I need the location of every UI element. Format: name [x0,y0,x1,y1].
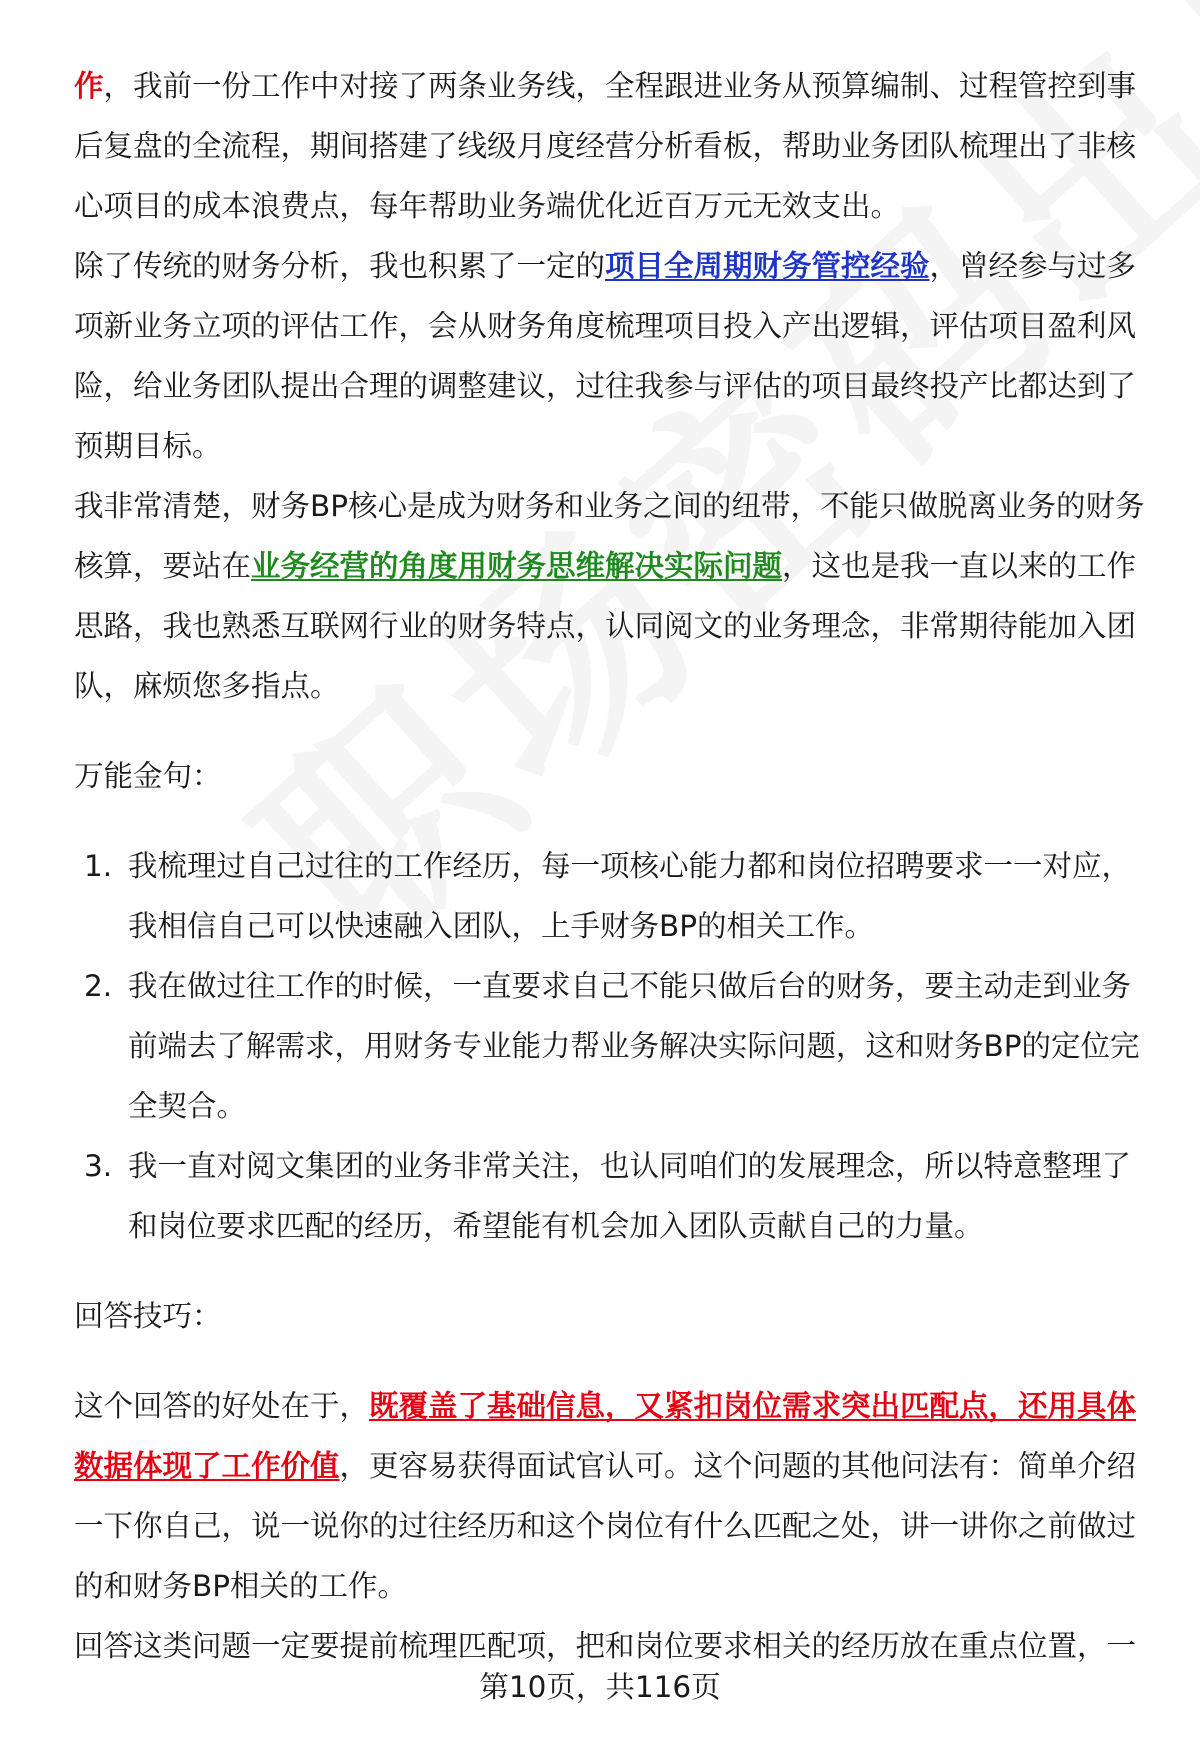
document-body [74,56,1148,1676]
section-heading-tips: 回答技巧： [74,1299,222,1333]
paragraph-text: 这个回答的好处在于， [74,1389,370,1423]
paragraph-experience [74,56,1148,236]
list-item [74,1136,1148,1256]
list-item-text: 我在做过往工作的时候，一直要求自己不能只做后台的财务，要主动走到业务前端去了解需求，用财务专业能力帮业务解决实际问题，这和财务BP的定位完全契合。 [128,969,1140,1123]
paragraph-project-management [74,236,1148,476]
paragraph-text: ，更容易获得面试官认可。这个问题的其他问法有：简单介绍一下你自己，说一说你的过往经历和这个岗位有什么匹配之处，讲一讲你之前做过的和财务BP相关的工作。 [74,1449,1137,1603]
paragraph-text: ，我前一份工作中对接了两条业务线，全程跟进业务从预算编制、过程管控到事后复盘的全流程，期间搭建了线级月度经营分析看板，帮助业务团队梳理出了非核心项目的成本浪费点，每年帮助业务端优化近百万元无效支出。 [74,69,1137,223]
paragraph-tips-advice: 回答这类问题一定要提前梳理匹配项，把和岗位要求相关的经历放在重点位置，一 [74,1629,1137,1663]
paragraph-text: ，这也是我一直以来的工作思路，我也熟悉互联网行业的财务特点，认同阅文的业务理念，非常期待能加入团队，麻烦您多指点。 [74,549,1137,703]
paragraph-text: 除了传统的财务分析，我也积累了一定的 [74,249,606,283]
list-item [74,836,1148,956]
list-item-text: 我梳理过自己过往的工作经历，每一项核心能力都和岗位招聘要求一一对应，我相信自己可以快速融入团队，上手财务BP的相关工作。 [128,849,1132,943]
list-item-number: 2. [84,969,113,1003]
section-heading-golden-sentences: 万能金句： [74,759,222,793]
page-number: 第10页，共116页 [479,1670,721,1704]
highlight-red: 既覆盖了基础信息，又紧扣岗位需求突出匹配点，还用具体数据体现了工作价值 [74,1389,1137,1483]
list-item-number: 3. [84,1149,113,1183]
paragraph-text: 我非常清楚，财务BP核心是成为财务和业务之间的纽带，不能只做脱离业务的财务核算，要站在 [74,489,1145,583]
list-item-number: 1. [84,849,113,883]
highlight-blue: 项目全周期财务管控经验 [605,249,930,283]
golden-sentences-list [74,836,1148,1256]
list-item-text: 我一直对阅文集团的业务非常关注，也认同咱们的发展理念，所以特意整理了和岗位要求匹配的经历，希望能有机会加入团队贡献自己的力量。 [128,1149,1132,1243]
paragraph-lead-highlight: 作 [74,69,104,103]
highlight-green: 业务经营的角度用财务思维解决实际问题 [251,549,783,583]
paragraph-tips-benefit [74,1376,1148,1616]
paragraph-text: ，曾经参与过多项新业务立项的评估工作，会从财务角度梳理项目投入产出逻辑，评估项目盈利风险，给业务团队提出合理的调整建议，过往我参与评估的项目最终投产比都达到了预期目标。 [74,249,1137,463]
list-item [74,956,1148,1136]
paragraph-bp-role [74,476,1148,716]
